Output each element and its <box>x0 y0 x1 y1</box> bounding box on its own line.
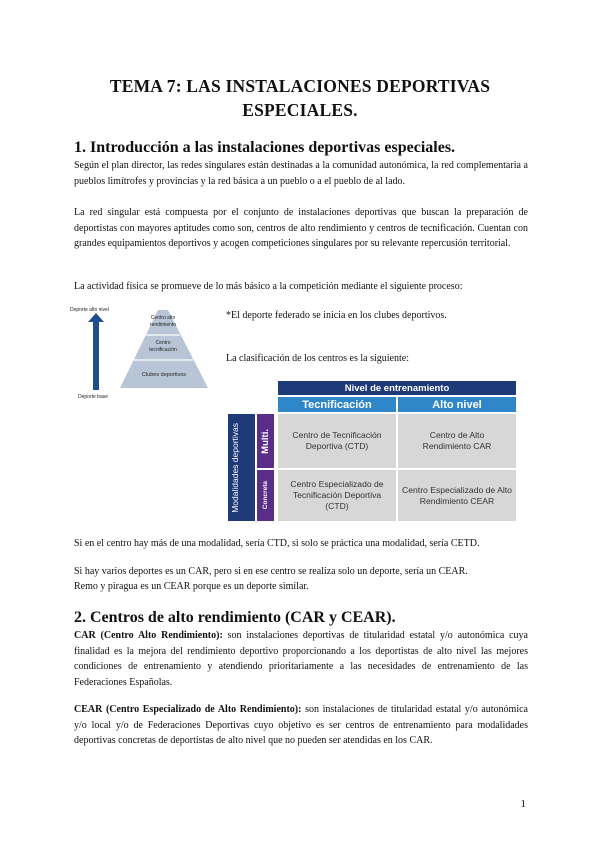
paragraph-cear-definition: CEAR (Centro Especializado de Alto Rendimiento): son instalaciones de titularidad estatal y/o autonómica y/o local y/o de Federaciones Deportivas cuyo objetivo es ser centros de entrenamiento para modalidades deportivas concretas de deportistas de alto nivel que no pueden ser atendidas en los CAR. <box>74 704 528 747</box>
table-header: Nivel de entrenamiento <box>278 381 516 395</box>
paragraph-redes: Según el plan director, las redes singulares están destinadas a la comunidad autonómica, la red complementaria a pueblos limítrofes y provincias y la red básica a un pueblo o a el pueblo de al lado. <box>74 160 528 187</box>
paragraph-car-definition: CAR (Centro Alto Rendimiento): son instalaciones deportivas de titularidad estatal y/o autonómica cuya finalidad es la mejora del rendimiento deportivo proporcionando a los deportistas de alto nivel las mejores condiciones de entrenamiento y atendiendo prioritariamente a las necesidades de entrenamiento de las Federaciones Españolas. <box>74 630 528 688</box>
column-tecnificacion: Tecnificación <box>278 397 396 412</box>
note-deporte-federado: *El deporte federado se inicia en los clubes deportivos. <box>226 310 447 321</box>
pyramid-level-car: Centro alto <box>150 315 176 321</box>
side-label-modalidades: Modalidades deportivas <box>228 414 255 521</box>
pyramid-arrow-shaft <box>93 320 99 390</box>
paragraph-ctd-cetd: Si en el centro hay más de una modalidad, sería CTD, si solo se práctica una modalidad, sería CETD. <box>74 538 480 549</box>
section-2-heading: 2. Centros de alto rendimiento (CAR y CEAR). <box>74 609 396 626</box>
section-1-heading: 1. Introducción a las instalaciones deportivas especiales. <box>74 139 456 156</box>
sport-pyramid-diagram <box>70 302 220 402</box>
paragraph-proceso: La actividad física se promueve de lo más básico a la competición mediante el siguiente proceso: <box>74 281 463 292</box>
page-number: 1 <box>520 798 526 810</box>
term-car: CAR (Centro Alto Rendimiento): <box>74 630 223 641</box>
cell-cetd: Centro Especializado de Tecnificación Deportiva (CTD) <box>278 470 396 521</box>
cell-car: Centro de Alto Rendimiento CAR <box>398 414 516 468</box>
row-label-concreta: Concreta <box>257 470 274 521</box>
pyramid-level-clubes: Clubes deportivos <box>141 372 187 378</box>
row-label-multi: Multi. <box>257 414 274 468</box>
paragraph-car-cear: Si hay varios deportes es un CAR, pero si en ese centro se realiza solo un deporte, sería un CEAR. <box>74 566 468 577</box>
paragraph-remo: Remo y piragua es un CEAR porque es un deporte similar. <box>74 581 309 592</box>
pyramid-level-ctd: Centro <box>155 340 171 346</box>
note-clasificacion: La clasificación de los centros es la siguiente: <box>226 353 409 364</box>
cell-cear: Centro Especializado de Alto Rendimiento CEAR <box>398 470 516 521</box>
page-title: TEMA 7: LAS INSTALACIONES DEPORTIVAS ESPECIALES. <box>109 76 491 120</box>
pyramid-top-label: Deporte alto nivel <box>70 307 109 313</box>
classification-table <box>228 381 516 521</box>
term-cear: CEAR (Centro Especializado de Alto Rendimiento): <box>74 704 302 715</box>
svg-text:tecnificación: tecnificación <box>149 347 177 353</box>
pyramid-bottom-label: Deporte base <box>78 394 109 400</box>
paragraph-red-singular: La red singular está compuesta por el conjunto de instalaciones deportivas que buscan la preparación de deportistas con mayores aptitudes como son, centros de alto rendimiento y centros de tecnificación. Cuentan con grandes equipamientos deportivos y acogen competiciones singulares por su relevante repercusión territorial. <box>74 207 528 250</box>
cell-ctd: Centro de Tecnificación Deportiva (CTD) <box>278 414 396 468</box>
pyramid-arrow-head <box>88 313 104 322</box>
column-alto-nivel: Alto nivel <box>398 397 516 412</box>
svg-text:rendimiento: rendimiento <box>149 322 177 328</box>
